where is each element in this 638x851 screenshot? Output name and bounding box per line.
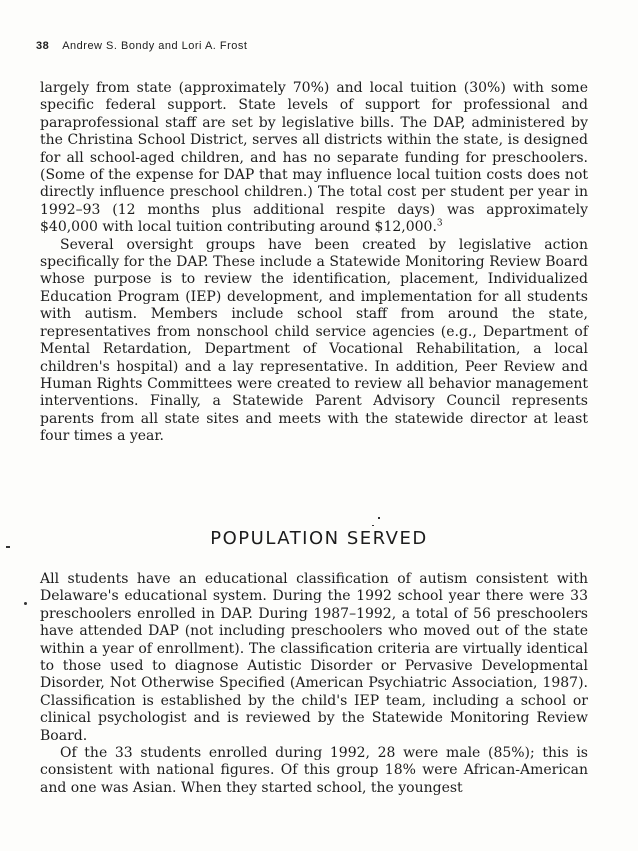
upper-text-block xyxy=(40,80,588,446)
footnote-marker: 3 xyxy=(436,218,443,229)
population-paragraph: All students have an educational classification of autism consistent with Delaware's educational system. During the 1992 school year there were 33 preschoolers enrolled in DAP. During 1987–1992, a total of 56 preschoolers have attended DAP (not including preschoolers who moved out of the state within a year of enrollment). The classification criteria are virtually identical to those used to diagnose Autistic Disorder or Pervasive Developmental Disorder, Not Otherwise Specified (American Psychiatric Association, 1987). Classification is established by the child's IEP team, including a school or clinical psychologist and is reviewed by the Statewide Monitoring Review Board. xyxy=(40,571,588,744)
funding-paragraph-text: largely from state (approximately 70%) and local tuition (30%) with some specific federal support. State levels of support for professional and paraprofessional staff are set by legislative bills. The DAP, administered by the Christina School District, serves all districts within the state, is designed for all school-aged children, and has no separate funding for preschoolers. (Some of the expense for DAP that may influence local tuition costs does not directly influence preschool children.) The total cost per student per year in 1992–93 (12 months plus additional respite days) was approximately $40,000 with local tuition contributing around $12,000. xyxy=(40,80,588,236)
scan-speck xyxy=(372,525,374,526)
author-names: Andrew S. Bondy and Lori A. Frost xyxy=(62,40,248,52)
lower-text-block xyxy=(40,571,588,797)
scan-speck xyxy=(378,517,380,519)
enrollment-paragraph: Of the 33 students enrolled during 1992, 28 were male (85%); this is consistent with national figures. Of this group 18% were African-American and one was Asian. When they started school, the youngest xyxy=(40,745,588,796)
running-header xyxy=(36,40,247,52)
oversight-paragraph: Several oversight groups have been created by legislative action specifically for the DAP. These include a Statewide Monitoring Review Board whose purpose is to review the identification, placement, Individualized Education Program (IEP) development, and implementation for all students with autism. Members include school staff from around the state, representatives from nonschool child service agencies (e.g., Department of Mental Retardation, Department of Vocational Rehabilitation, a local children's hospital) and a lay representative. In addition, Peer Review and Human Rights Committees were created to review all behavior management interventions. Finally, a Statewide Parent Advisory Council represents parents from all state sites and meets with the statewide director at least four times a year. xyxy=(40,236,588,445)
scan-speck xyxy=(24,602,27,605)
section-heading: POPULATION SERVED xyxy=(210,528,428,549)
page-number: 38 xyxy=(36,40,50,52)
funding-paragraph xyxy=(40,80,588,237)
